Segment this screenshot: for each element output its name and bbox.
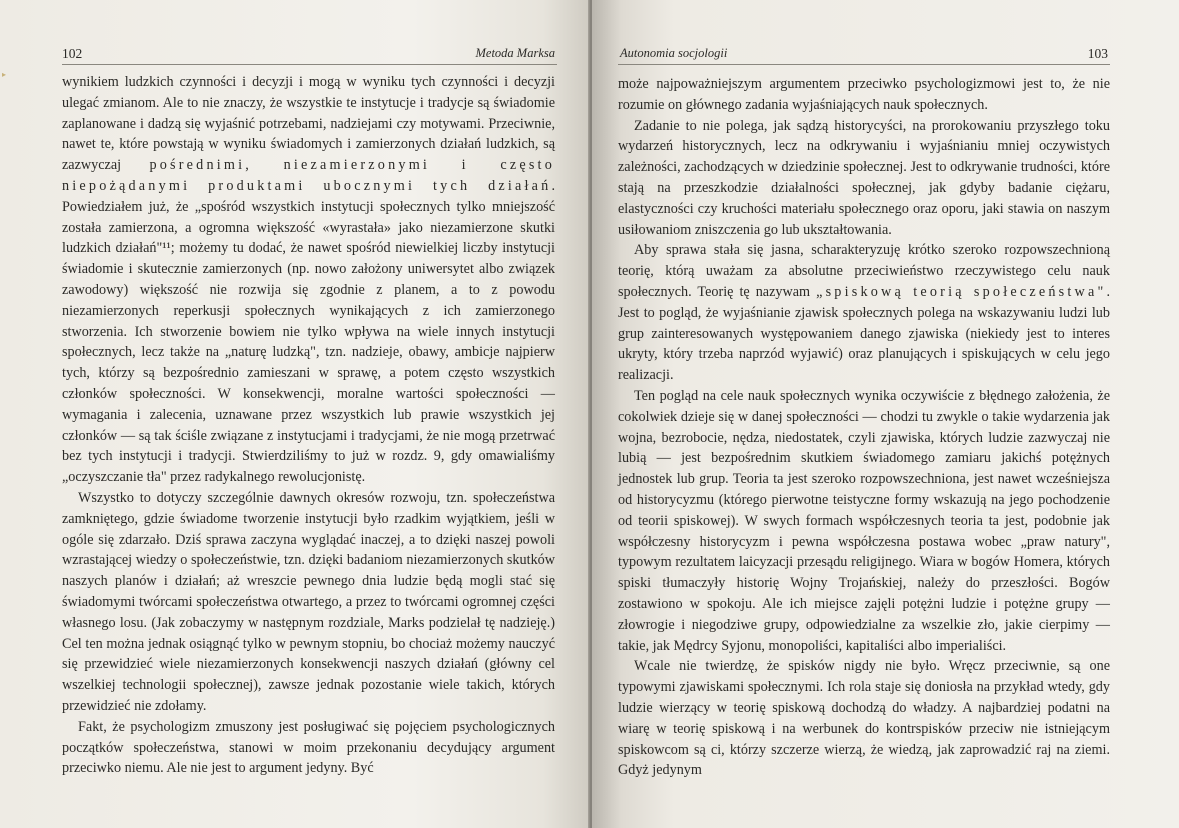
paragraph-text: . Jest to pogląd, że wyjaśnianie zjawisk społecznych polega na wskazywaniu ludzi lub grup zainteresowanych występowaniem danego zjawiska (niekiedy jest to interes ukryty, który trzeba naprzód wyjawić) oraz planujących i spiskujących w celu jego realizacji. [618,283,1110,384]
emphasized-text: pośrednimi, niezamierzonymi i często niepożądanymi produktami ubocznymi tych działań [62,157,555,194]
left-page-body [62,72,555,779]
page-number: 103 [1087,46,1108,61]
right-page-header [618,44,1110,65]
paragraph: może najpoważniejszym argumentem przeciwko psychologizmowi jest to, że nie rozumie on głównego zadania wyjaśniających nauk społecznych. [618,76,1110,113]
paragraph-text: Aby sprawa stała się jasna, scharakteryzuję krótko szeroko rozpowszechnioną teorię, którą uważam za absolutne przeciwieństwo rzeczywistego celu nauk społecznych. Teorię tę nazywam [618,242,1110,300]
margin-mark: ▸ [2,70,7,79]
emphasized-text: „spiskową teorią społeczeństwa" [816,283,1107,300]
paragraph: Fakt, że psychologizm zmuszony jest posługiwać się pojęciem psychologicznych początków społeczeństwa, stanowi w moim przekonaniu decydujący argument przeciwko niemu. Ale nie jest to argument jedyny. Być [62,718,555,777]
running-title: Metoda Marksa [475,46,555,60]
running-title: Autonomia socjologii [620,46,728,60]
right-page [592,0,1179,828]
paragraph: Wcale nie twierdzę, że spisków nigdy nie było. Wręcz przeciwnie, są one typowymi zjawiskami społecznymi. Ich rola staje się doniosła na przykład wtedy, gdy ludzie wierzący w teorię spiskową dochodzą do władzy. A najbardziej podatni na wiarę w teorię spiskową i na werbunek do kontrspisków przeciw nie istniejącym spiskowcom są ci, którzy szczerze wierzą, że wiedzą, jak zaprowadzić raj na ziemi. Gdyż jedynym [618,658,1110,779]
page-number: 102 [62,46,83,61]
paragraph: Wszystko to dotyczy szczególnie dawnych okresów rozwoju, tzn. społeczeństwa zamkniętego, gdzie świadome tworzenie instytucji było rzadkim wyjątkiem, jeśli w ogóle się zdarzało. Dziś sprawa zaczyna wyglądać inaczej, a to dzięki naszej powoli wzrastającej wiedzy o społeczeństwie, tzn. dzięki badaniom niezamierzonych skutków naszych planów i działań; aż wreszcie pewnego dnia ludzie będą mogli stać się świadomymi twórcami społeczeństwa otwartego, a przez to twórcami ogromnej części własnego losu. (Jak zobaczymy w następnym rozdziale, Marks podzielał tę nadzieję.) Cel ten można jednak osiągnąć tylko w pewnym stopniu, bo chociaż możemy nauczyć się przewidzieć wiele niezamierzonych konsekwencji naszych działań (główny cel wszelkiej technologii społecznej), zawsze jednak pozostanie wiele takich, których przewidzieć nie zdołamy. [62,489,555,714]
paragraph: Ten pogląd na cele nauk społecznych wynika oczywiście z błędnego założenia, że cokolwiek dzieje się w danej społeczności — chodzi tu zwykle o takie wydarzenia jak wojna, bezrobocie, nędza, niedostatek, czyli zjawiska, których ludzie zazwyczaj nie lubią — jest bezpośrednim skutkiem świadomego zamiaru jakichś potężnych jednostek lub grup. Teoria ta jest szeroko rozpowszechniona, jest nawet wcześniejsza od historycyzmu (którego pierwotne teistyczne formy wskazują na jego pochodzenie od teorii spiskowej). W swych formach współczesnych teoria ta jest, podobnie jak współczesny historycyzm i pewna współczesna postawa wobec „praw natury", typowym rezultatem laicyzacji przesądu religijnego. Wiara w bogów Homera, których spiski tłumaczyły historię Wojny Trojańskiej, należy do przeszłości. Bogów zostawiono w spokoju. Ale ich miejsce zajęli potężni ludzie i potężne grupy — złowrogie i niegodziwe grupy, odpowiedzialne za wszelkie zło, jakie cierpimy — takie, jak Mędrcy Syjonu, monopoliści, kapitaliści albo imperialiści. [618,387,1110,654]
right-page-body [618,74,1110,781]
paragraph-text: . Powiedziałem już, że „spośród wszystkich instytucji społecznych tylko mniejszość została zamierzona, a ogromna większość «wyrastała» jako niezamierzone skutki ludzkich działań"¹¹; możemy tu dodać, że nawet spośród niewielkiej liczby instytucji świadomie i skutecznie zamierzonych (np. nowo założony uniwersytet albo związek zawodowy) większość nie rozwija się zgodnie z planem, a to z powodu niezamierzonych reperkusji społecznych wynikających z ich zamierzonego stworzenia. Ich stworzenie bowiem nie tylko wpływa na wiele innych instytucji społecznych, lecz także na „naturę ludzką", tzn. nadzieje, obawy, ambicje najpierw tych, którzy są bezpośrednio zamieszani w sprawę, a potem często wszystkich członków społeczności. W konsekwencji, moralne wartości społeczności — wymagania i zalecenia, uznawane przez wszystkich lub prawie wszystkich jej członków — są tak ściśle związane z instytucjami i tradycjami, że nie mogą przetrwać bez tych instytucji i tradycji. Stwierdziliśmy to już w rozdz. 9, gdy omawialiśmy „oczyszczanie tła" przez radykalnego rewolucjonistę. [62,177,555,486]
paragraph-text: wynikiem ludzkich czynności i decyzji i mogą w wyniku tych czynności i decyzji ulegać zmianom. Ale to nie znaczy, że wszystkie te instytucje i tradycje są świadomie zaplanowane i dadzą się wyjaśnić potrzebami, nadziejami czy motywami. Przeciwnie, nawet te, które powstają w wyniku świadomych i zamierzonych działań ludzkich, są zazwyczaj [62,74,555,174]
paragraph: Zadanie to nie polega, jak sądzą historycyści, na prorokowaniu przyszłego toku wydarzeń historycznych, lecz na odkrywaniu i wyjaśnianiu mniej oczywistych zależności, zachodzących w dziedzinie społecznej. Jest to odkrywanie trudności, które stają na przeszkodzie działalności społecznej, jak gdyby badanie ciężaru, elastyczności czy kruchości materiału społecznego oraz oporu, jaki stawia on naszym usiłowaniom zniszczenia go lub ukształtowania. [618,117,1110,238]
paragraph [62,72,555,488]
left-page-header [62,44,557,65]
paragraph [618,240,1110,386]
